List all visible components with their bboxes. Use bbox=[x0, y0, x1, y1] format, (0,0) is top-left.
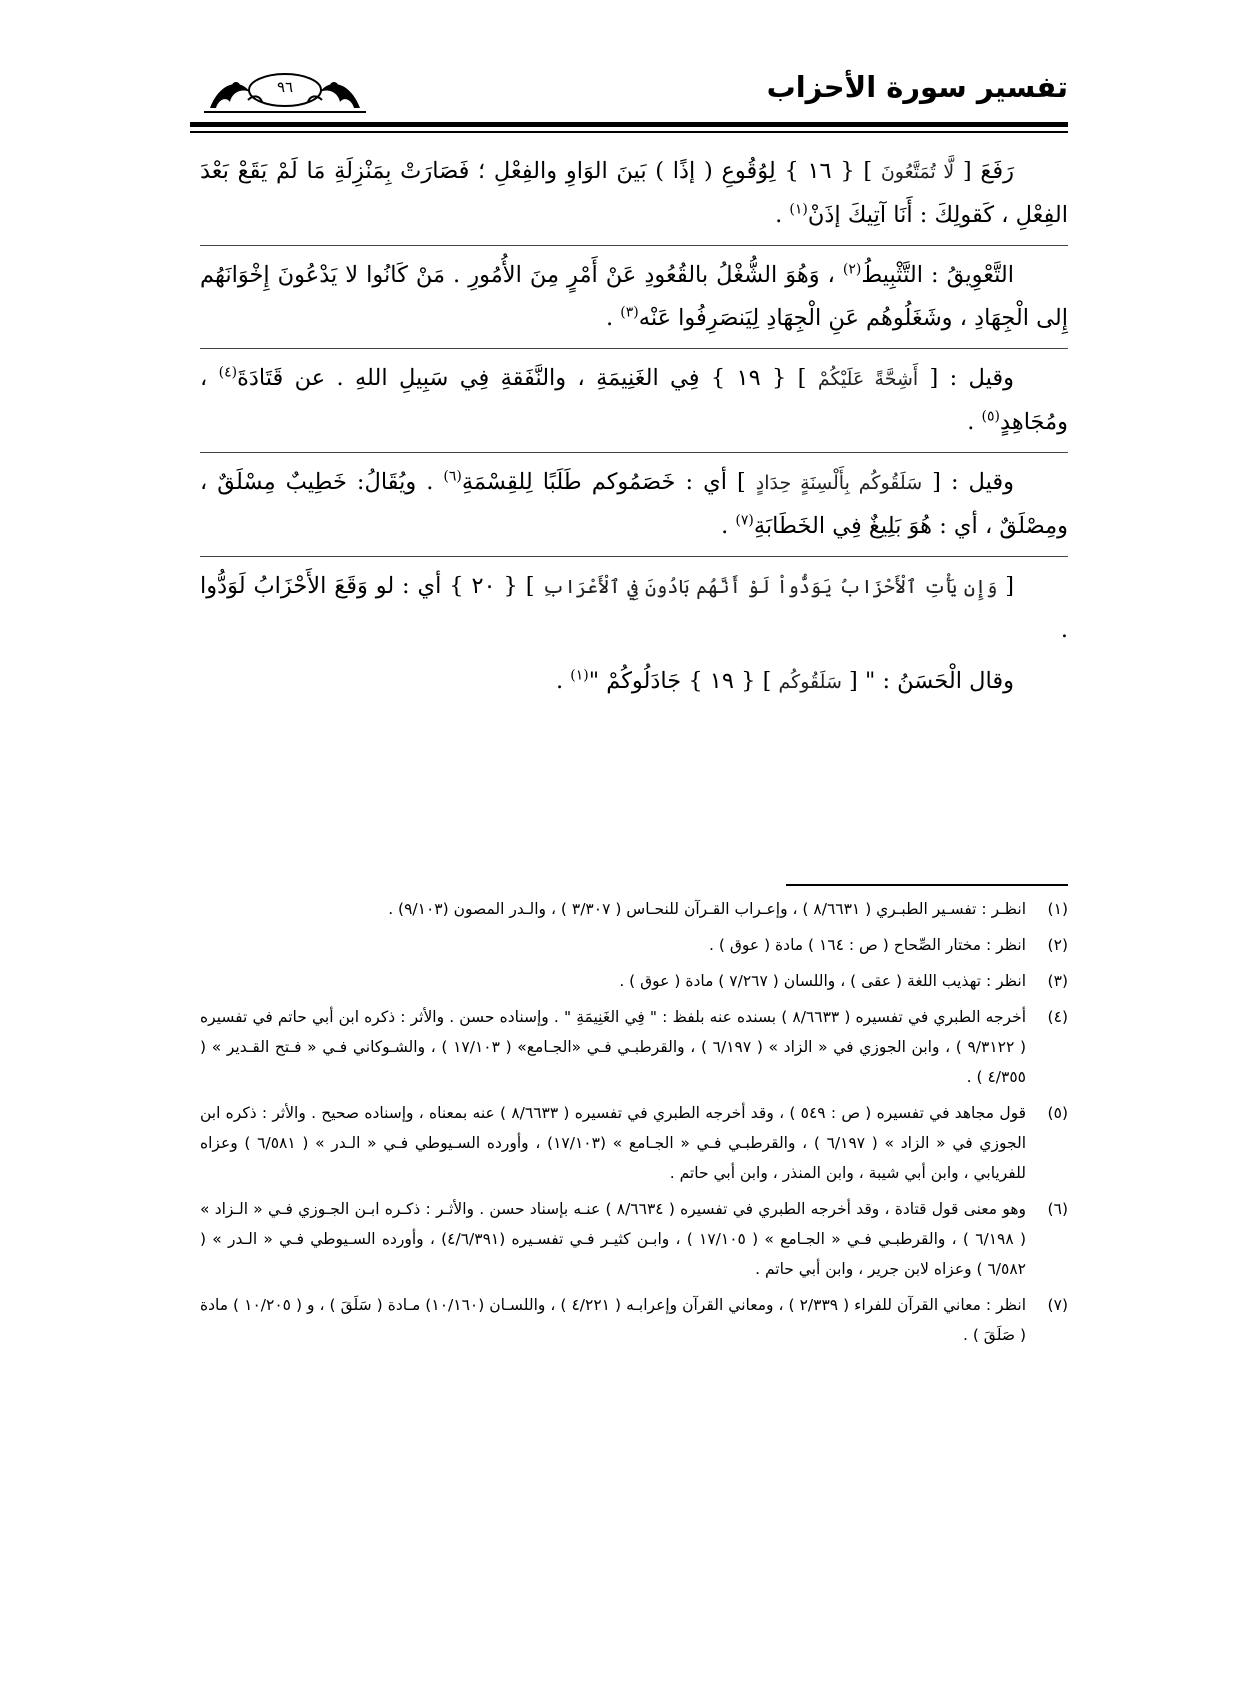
p6-tail: . bbox=[555, 668, 571, 694]
paragraph-divider bbox=[200, 452, 1068, 453]
p3-text-2: ، ومُجَاهِدٍ bbox=[200, 365, 1068, 435]
footnote-7 bbox=[200, 1290, 1068, 1350]
p6-quranic-quote: سَلَقُوكُم bbox=[778, 671, 842, 693]
paragraph-3 bbox=[200, 357, 1068, 444]
footnote-text: وهو معنى قول قتادة ، وقد أخرجه الطبري في تفسيره ( ٨/٦٦٣٤ ) عنـه بإسناد حسن . والأثـر : ذكـره ابـن الجـوزي فـي « الـزاد » ( ٦/١٩٨ ) ، والقرطبـي فـي « الجـامع » ( ١٧/١٠٥ ) ، وابـن كثيـر فـي تفسـيره (٤/٦/٣٩١) ، وأورده السـيوطي فـي « الـدر » ( ٦/٥٨٢ ) وعزاه لابن جرير ، وابن أبي حاتم . bbox=[200, 1200, 1027, 1278]
footnote-number: (٤) bbox=[1047, 1008, 1068, 1026]
footnote-number: (٥) bbox=[1047, 1104, 1068, 1122]
footnote-4 bbox=[200, 1002, 1068, 1092]
footnote-text: انظر : مختار الصِّحاح ( ص : ١٦٤ ) مادة ( عوق ) . bbox=[709, 936, 1026, 954]
footnote-1 bbox=[200, 894, 1068, 924]
page-number-ornament bbox=[190, 62, 380, 120]
p4-lead: وقيل : [ bbox=[932, 469, 1015, 495]
footnote-number: (٦) bbox=[1047, 1200, 1068, 1218]
p2-lead: التَّعْوِيقُ : التَّثْبِيطُ bbox=[861, 262, 1014, 288]
p1-text: ] { ١٦ } لِوُقُوعِ ( إذًا ) بَينَ الوَاوِ والفِعْلِ ؛ فَصَارَتْ بِمَنْزِلَةِ مَا لَمْ يَقَعْ بَعْدَ الفِعْلِ ، كَقولِكَ : أَنَا آتِيكَ إذَنْ bbox=[200, 158, 1068, 228]
p3-text: ] { ١٩ } فِي الغَنِيمَةِ ، والنَّفَقةِ فِي سَبِيلِ اللهِ . عن قَتَادَةَ bbox=[237, 365, 807, 391]
p3-quranic-quote: أَشِحَّةً عَلَيْكُمْ bbox=[817, 368, 919, 390]
footnote-6 bbox=[200, 1194, 1068, 1284]
p1-quranic-quote: لَّا تُمَتَّعُونَ bbox=[880, 161, 955, 183]
main-text bbox=[200, 150, 1068, 712]
p3-footnote-ref-2[interactable]: (٥) bbox=[981, 408, 1001, 425]
p2-text: ، وَهُوَ الشُّغْلُ بالقُعُودِ عَنْ أَمْرٍ مِنَ الأُمُورِ . مَنْ كَانُوا لا يَدْعُونَ إِخْوَانَهُم إِلى الْجِهَادِ ، وشَغَلُوهُم عَنِ الْجِهَادِ لِيَنصَرِفُوا عَنْه bbox=[200, 262, 1068, 331]
footnote-number: (١) bbox=[1047, 900, 1068, 918]
footnote-text: انظـر : تفسـير الطبـري ( ٨/٦٦٣١ ) ، وإعـراب القـرآن للنحـاس ( ٣/٣٠٧ ) ، والـدر المصون (٩/١٠٣) . bbox=[388, 900, 1026, 918]
footnote-number: (٣) bbox=[1047, 972, 1068, 990]
p3-tail: . bbox=[967, 409, 982, 435]
p1-tail: . bbox=[775, 202, 790, 228]
paragraph-6 bbox=[200, 660, 1068, 704]
p2-tail: . bbox=[605, 305, 621, 331]
header-rule-thick bbox=[190, 122, 1068, 127]
page-header bbox=[190, 62, 1068, 120]
footnote-number: (٢) bbox=[1047, 936, 1068, 954]
footnote-text: قول مجاهد في تفسيره ( ص : ٥٤٩ ) ، وقد أخرجه الطبري في تفسيره ( ٨/٦٦٣٣ ) عنه بمعناه ، وإسناده صحيح . والأثر : ذكره ابن الجوزي في « الزاد » ( ٦/١٩٧ ) ، والقرطبـي فـي « الجـامع » (١٧/١٠٣) ، وأورده السـيوطي فـي « الـدر » ( ٦/٥٨١ ) وعزاه للفريابي ، وابن أبي شيبة ، وابن المنذر ، وابن أبي حاتم . bbox=[200, 1104, 1027, 1182]
footnote-number: (٧) bbox=[1047, 1296, 1068, 1314]
paragraph-divider bbox=[200, 556, 1068, 557]
paragraph-divider bbox=[200, 245, 1068, 246]
p4-text: ] أي : خَصَمُوكم طَلَبًا لِلقِسْمَةِ bbox=[461, 469, 746, 495]
page-number: ٩٦ bbox=[276, 78, 294, 96]
p4-footnote-ref-2[interactable]: (٧) bbox=[735, 512, 754, 529]
p3-footnote-ref-1[interactable]: (٤) bbox=[218, 364, 238, 381]
p6-lead: وقال الْحَسَنُ : " [ bbox=[849, 668, 1014, 694]
paragraph-2 bbox=[200, 254, 1068, 340]
p6-footnote-ref[interactable]: (١) bbox=[570, 667, 589, 684]
p5-lead: [ bbox=[1005, 573, 1014, 599]
p1-footnote-ref[interactable]: (١) bbox=[789, 201, 808, 218]
footnote-separator bbox=[786, 884, 1068, 886]
paragraph-divider bbox=[200, 348, 1068, 349]
footnote-2 bbox=[200, 930, 1068, 960]
header-rule-thin bbox=[190, 131, 1068, 133]
p4-tail: . bbox=[721, 513, 736, 539]
p2-footnote-ref-2[interactable]: (٣) bbox=[620, 304, 639, 321]
footnote-3 bbox=[200, 966, 1068, 996]
p3-lead: وقيل : [ bbox=[929, 365, 1015, 391]
paragraph-1 bbox=[200, 150, 1068, 237]
p4-quranic-quote: سَلَقُوكُم بِأَلْسِنَةٍ حِدَادٍ bbox=[755, 472, 923, 494]
p4-text-2: . ويُقَالُ: خَطِيبٌ مِسْلَقٌ ، ومِصْلَقٌ ، أي : هُوَ بَلِيغٌ فِي الخَطَابَةِ bbox=[200, 469, 1068, 539]
p2-footnote-ref-1[interactable]: (٢) bbox=[842, 261, 862, 278]
p5-text: ] { ٢٠ } أي : لو وَقَعَ الأَحْزَابُ لَوَدُّوا . bbox=[200, 573, 1068, 643]
p5-quranic-quote: وَإِن يَأْتِ ٱلْأَحْزَابُ يَوَدُّواْ لَوْ أَنَّهُم بَادُونَ فِي ٱلْأَعْرَابِ bbox=[542, 576, 998, 598]
p4-footnote-ref-1[interactable]: (٦) bbox=[443, 468, 462, 485]
p1-lead: رَفَعَ [ bbox=[962, 158, 1014, 184]
paragraph-5 bbox=[200, 565, 1068, 652]
footnote-text: انظر : تهذيب اللغة ( عقى ) ، واللسان ( ٧/٢٦٧ ) مادة ( عوق ) . bbox=[619, 972, 1026, 990]
footnote-text: أخرجه الطبري في تفسيره ( ٨/٦٦٣٣ ) بسنده عنه بلفظ : " فِي الغَنِيمَةِ " . وإسناده حسن . والأثر : ذكره ابن أبي حاتم في تفسيره ( ٩/٣١٢٢ ) ، وابن الجوزي في « الزاد » ( ٦/١٩٧ ) ، والقرطبـي فـي «الجـامع» ( ١٧/١٠٣ ) ، والشـوكاني فـي « فـتح القـدير » ( ٤/٣٥٥ ) . bbox=[200, 1008, 1027, 1086]
running-title: تفسير سورة الأحزاب bbox=[766, 70, 1068, 104]
footnote-5 bbox=[200, 1098, 1068, 1188]
paragraph-4 bbox=[200, 461, 1068, 548]
p6-text: ] { ١٩ } جَادَلُوكُمْ " bbox=[588, 668, 772, 694]
footnotes bbox=[200, 894, 1068, 1356]
footnote-text: انظر : معاني القرآن للفراء ( ٢/٣٣٩ ) ، ومعاني القرآن وإعرابـه ( ٤/٢٢١ ) ، واللسـان (١٠/١٦٠) مـادة ( سَلَقَ ) ، و ( ١٠/٢٠٥ ) مادة ( صَلَقَ ) . bbox=[200, 1296, 1027, 1344]
